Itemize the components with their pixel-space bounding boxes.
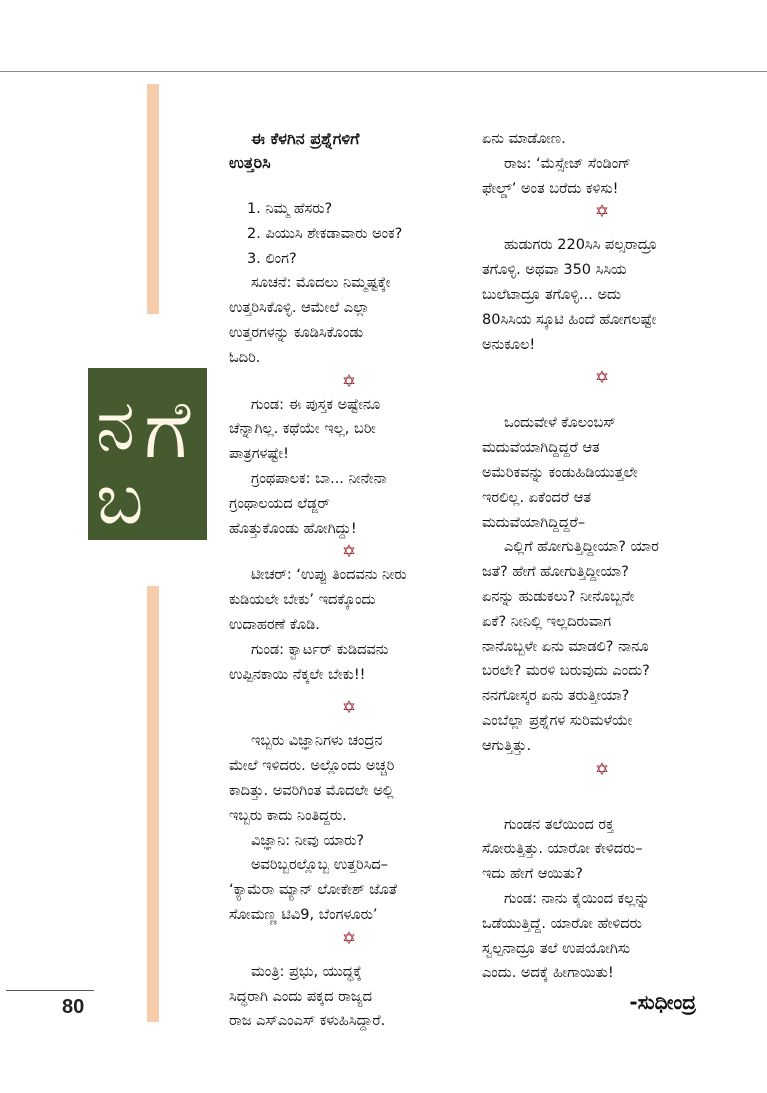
page-number: 80 (62, 996, 85, 1018)
top-rule (0, 71, 767, 72)
star-separator-icon: ✡ (341, 698, 357, 719)
star-separator-icon: ✡ (341, 928, 357, 949)
star-separator-icon: ✡ (594, 368, 610, 389)
quiz-heading: ಈ ಕೆಳಗಿನ ಪ್ರಶ್ನೆಗಳಿಗೆ ಉತ್ತರಿಸಿ (229, 129, 360, 172)
star-separator-icon: ✡ (594, 202, 610, 223)
question: 1. ನಿಮ್ಮ ಹೆಸರು? (247, 201, 333, 217)
column-left: ಈ ಕೆಳಗಿನ ಪ್ರಶ್ನೆಗಳಿಗೆ ಉತ್ತರಿಸಿ 1. ನಿಮ್ಮ ಹೆಸರು? 2. ಪಿಯುಸಿ ಶೇಕಡಾವಾರು ಅಂಕ? 3. ಲಿಂಗ? ಸೂಚನೆ: ಮೊದಲು ನಿಮ್ಮಷ್ಟಕ್ಕೇ ಉತ್ತರಿಸಿಕೊಳ್ಳಿ. ಆಮೇಲೆ ಎಲ್ಲಾ ಉತ್ತರಗಳನ್ನು ಕೂಡಿಸಿಕೊಂಡು ಓದಿರಿ. ✡ ಗುಂಡ: ಈ ಪುಸ್ತಕ ಅಷ್ಟೇನೂ ಚೆನ್ನಾಗಿಲ್ಲ. ಕಥೆಯೇ ಇಲ್ಲ, ಬರೀ ಪಾತ್ರಗಳಷ್ಟೇ! ಗ್ರಂಥಪಾಲಕ: ಬಾ... ನೀನೇನಾ ಗ್ರಂಥಾಲಯದ ಲೆಡ್ಜರ್ ಹೊತ್ತುಕೊಂಡು ಹೋಗಿದ್ದು! ✡ ಟೀಚರ್: ‘ಉಪ್ಪು ತಿಂದವನು ನೀರು ಕುಡಿಯಲೇ ಬೇಕು’ ಇದಕ್ಕೊಂದು ಉದಾಹರಣೆ ಕೊಡಿ. ಗುಂಡ: ಕ್ವಾರ್ಟರ್ ಕುಡಿದವನು ಉಪ್ಪಿನಕಾಯಿ ನೆಕ್ಕಲೇ ಬೇಕು!! ✡ ಇಬ್ಬರು ವಿಜ್ಞಾನಿಗಳು ಚಂದ್ರನ ಮೇಲೆ ಇಳಿದರು. ಅಲ್ಲೊಂದು ಅಚ್ಚರಿ ಕಾದಿತ್ತು. ಅವರಿಗಿಂತ ಮೊದಲೇ ಅಲ್ಲಿ ಇಬ್ಬರು ಕಾದು ನಿಂತಿದ್ದರು. ವಿಜ್ಞಾನಿ: ನೀವು ಯಾರು? ಅವರಿಬ್ಬರಲ್ಲೊಬ್ಬ ಉತ್ತರಿಸಿದ– ‘ಕ್ಯಾಮೆರಾ ಮ್ಯಾನ್ ಲೋಕೇಶ್ ಜೊತೆ ಸೋಮಣ್ಣ ಟಿವಿ9, ಬೆಂಗಳೂರು’ ✡ ಮಂತ್ರಿ: ಪ್ರಭು, ಯುದ್ಧಕ್ಕೆ ಸಿದ್ಧರಾಗಿ ಎಂದು ಪಕ್ಕದ ರಾಜ್ಯದ ರಾಜ ಎಸ್‌ಎಂಎಸ್ ಕಳುಹಿಸಿದ್ದಾರೆ. (229, 127, 469, 1034)
question: 2. ಪಿಯುಸಿ ಶೇಕಡಾವಾರು ಅಂಕ? (247, 225, 403, 242)
section-title (88, 368, 207, 540)
page-number-rule (6, 990, 94, 991)
title-letter-1: ನ (96, 384, 135, 466)
star-separator-icon: ✡ (341, 371, 357, 392)
author-signature: -ಸುಧೀಂದ್ರ (629, 990, 696, 1015)
star-separator-icon: ✡ (341, 542, 357, 563)
star-separator-icon: ✡ (594, 759, 610, 780)
title-letter-2: ಗೆ (144, 383, 191, 476)
question: 3. ಲಿಂಗ? (247, 250, 297, 267)
column-right: ಏನು ಮಾಡೋಣ. ರಾಜ: ‘ಮೆಸ್ಸೇಜ್ ಸೆಂಡಿಂಗ್ ಫೇಲ್ಡ್’ ಅಂತ ಬರೆದು ಕಳಿಸು! ✡ ಹುಡುಗರು 220ಸಿಸಿ ಪಲ್ಸರಾದ್ರೂ ತಗೊಳ್ಳಿ. ಅಥವಾ 350 ಸಿಸಿಯ ಬುಲೆಟಾದ್ರೂ ತಗೊಳ್ಳಿ... ಅದು 80ಸಿಸಿಯ ಸ್ಕೂಟಿ ಹಿಂದೆ ಹೋಗಲಷ್ಟೇ ಅನುಕೂಲ! ✡ ಒಂದುವೇಳೆ ಕೊಲಂಬಸ್ ಮದುವೆಯಾಗಿದ್ದಿದ್ದರೆ ಆತ ಅಮೆರಿಕವನ್ನು ಕಂಡುಹಿಡಿಯುತ್ತಲೇ ಇರಲಿಲ್ಲ. ಏಕೆಂದರೆ ಆತ ಮದುವೆಯಾಗಿದ್ದಿದ್ದರೆ– ಎಲ್ಲಿಗೆ ಹೋಗುತ್ತಿದ್ದೀಯಾ? ಯಾರ ಜತೆ? ಹೇಗೆ ಹೋಗುತ್ತಿದ್ದೀಯಾ? ಏನನ್ನು ಹುಡುಕಲು? ನೀನೊಬ್ಬನೇ ಏಕೆ? ನೀನಿಲ್ಲಿ ಇಲ್ಲದಿರುವಾಗ ನಾನೊಬ್ಬಳೇ ಏನು ಮಾಡಲಿ? ನಾನೂ ಬರಲೇ? ಮರಳಿ ಬರುವುದು ಎಂದು? ನನಗೋಸ್ಕರ ಏನು ತರುತ್ತೀಯಾ? ಎಂಬೆಲ್ಲಾ ಪ್ರಶ್ನೆಗಳ ಸುರಿಮಳೆಯೇ ಆಗುತ್ತಿತ್ತು. ✡ ಗುಂಡನ ತಲೆಯಿಂದ ರಕ್ತ ಸೋರುತ್ತಿತ್ತು. ಯಾರೋ ಕೇಳಿದರು– ಇದು ಹೇಗೆ ಆಯಿತು? ಗುಂಡ: ನಾನು ಕೈಯಿಂದ ಕಲ್ಲನ್ನು ಒಡೆಯುತ್ತಿದ್ದೆ. ಯಾರೋ ಹೇಳಿದರು ಸ್ವಲ್ಪನಾದ್ರೂ ತಲೆ ಉಪಯೋಗಿಸು ಎಂದು. ಅದಕ್ಕೆ ಹೀಗಾಯಿತು! -ಸುಧೀಂದ್ರ (482, 127, 722, 1015)
title-letter-3: ಬ (96, 458, 144, 540)
